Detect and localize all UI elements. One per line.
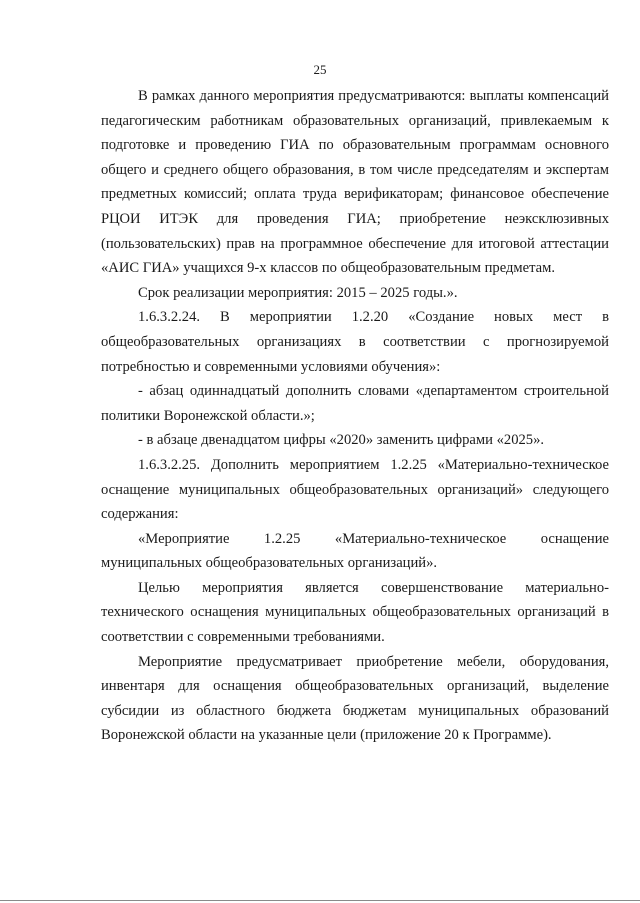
- paragraph-amendment-1-6-3-2-25: 1.6.3.2.25. Дополнить мероприятием 1.2.25 «Материально-техническое оснащение муниципальных общеобразовательных организаций» следующего содержания:: [101, 456, 609, 523]
- paragraph-measure-provisions: Мероприятие предусматривает приобретение мебели, оборудования, инвентаря для оснащения общеобразовательных организаций, выделение субсидии из областного бюджета бюджетам муниципальных образований Воронежской области на указанные цели (приложение 20 к Программе).: [101, 653, 609, 744]
- paragraph-amendment-1-6-3-2-24: 1.6.3.2.24. В мероприятии 1.2.20 «Создание новых мест в общеобразовательных организациях в соответствии с прогнозируемой потребностью и современными условиями обучения»:: [101, 309, 609, 375]
- paragraph-amendment-item-1: - абзац одиннадцатый дополнить словами «департаментом строительной политики Воронежской области.»;: [101, 383, 609, 424]
- page-number: 25: [313, 62, 327, 77]
- paragraph-measure-description: В рамках данного мероприятия предусматриваются: выплаты компенсаций педагогическим работникам образовательных организаций, привлекаемым к подготовке и проведению ГИА по образовательным программам основного общего и среднего общего образования, в том числе председателям и экспертам предметных комиссий; оплата труда верификаторам; финансовое обеспечение РЦОИ ИТЭК для проведения ГИА; приобретение неэксклюзивных (пользовательских) прав на программное обеспечение для итоговой аттестации «АИС ГИА» учащихся 9-х классов по общеобразовательным предметам.: [101, 88, 609, 277]
- paragraph-implementation-period: Срок реализации мероприятия: 2015 – 2025 годы.».: [138, 284, 458, 301]
- page-bottom-edge: [0, 900, 640, 901]
- paragraph-measure-goal: Целью мероприятия является совершенствование материально-технического оснащения муниципальных общеобразовательных организаций в соответствии с современными требованиями.: [101, 579, 609, 646]
- paragraph-amendment-item-2: - в абзаце двенадцатом цифры «2020» заменить цифрами «2025».: [138, 432, 545, 449]
- paragraph-measure-title: «Мероприятие 1.2.25 «Материально-техническое оснащение муниципальных общеобразовательных организаций».: [101, 530, 609, 572]
- document-body: [101, 84, 609, 748]
